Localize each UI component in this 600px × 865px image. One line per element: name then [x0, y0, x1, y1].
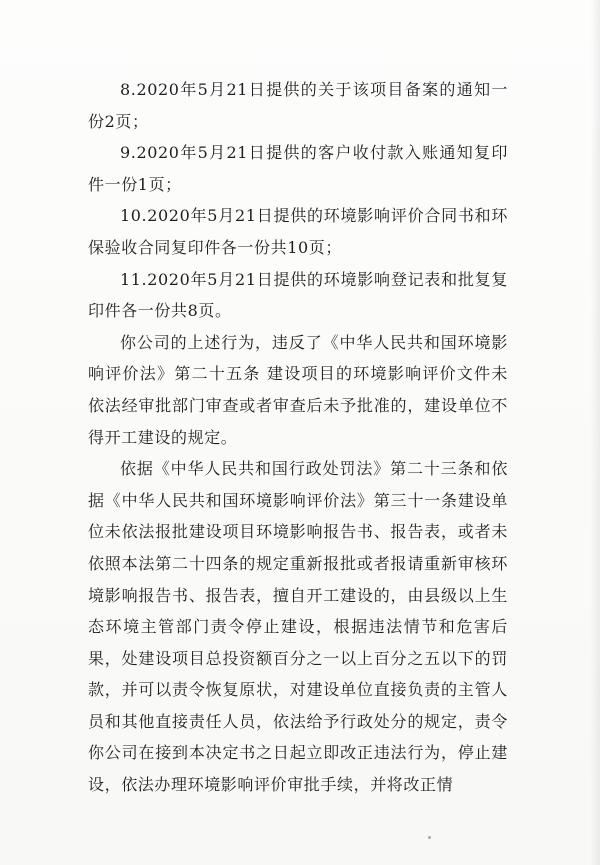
list-item-9: 9.2020年5月21日提供的客户收付款入账通知复印件一份1页； [88, 143, 508, 194]
violation-paragraph: 你公司的上述行为，违反了《中华人民共和国环境影响评价法》第二十五条 建设项目的环境影响评价文件未依法经审批部门审查或者审查后未予批准的，建设单位不得开工建设的规定。 [88, 332, 508, 447]
list-item-8: 8.2020年5月21日提供的关于该项目备案的通知一份2页； [88, 80, 508, 131]
document-body [88, 74, 508, 801]
legal-basis-paragraph: 依据《中华人民共和国行政处罚法》第二十三条和依据《中华人民共和国环境影响评价法》第三十一条建设单位未依法报批建设项目环境影响报告书、报告表，或者未依照本法第二十四条的规定重新报批或者报请重新审核环境影响报告书、报告表，擅自开工建设的，由县级以上生态环境主管部门责令停止建设，根据违法情节和危害后果，处建设项目总投资额百分之一以上百分之五以下的罚款，并可以责令恢复原状，对建设单位直接负责的主管人员和其他直接责任人员，依法给予行政处分的规定，责令你公司在接到本决定书之日起立即改正违法行为，停止建设，依法办理环境影响评价审批手续，并将改正情 [88, 459, 508, 795]
list-item-10: 10.2020年5月21日提供的环境影响评价合同书和环保验收合同复印件各一份共10页； [88, 206, 508, 257]
list-item-11: 11.2020年5月21日提供的环境影响登记表和批复复印件各一份共8页。 [88, 269, 508, 321]
page-edge-shadow [590, 0, 600, 865]
scan-speck [428, 836, 431, 839]
